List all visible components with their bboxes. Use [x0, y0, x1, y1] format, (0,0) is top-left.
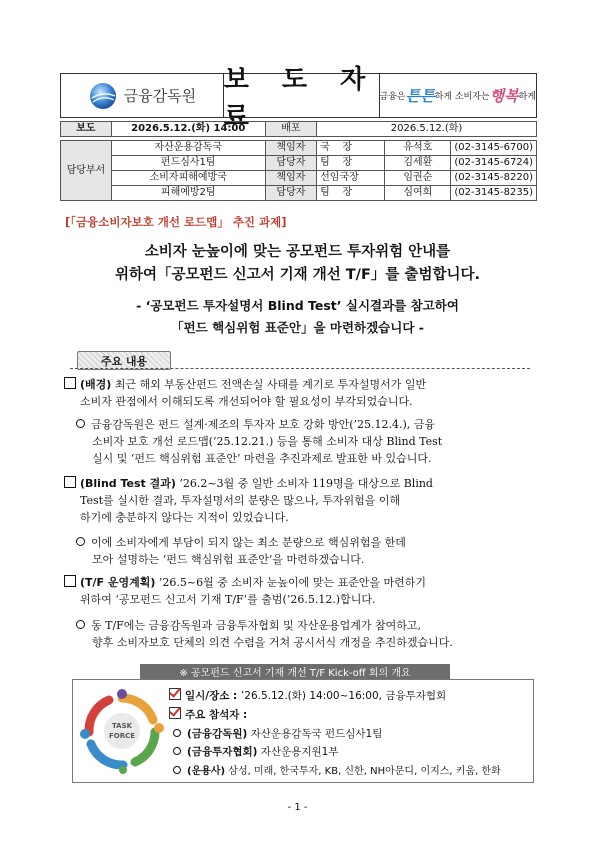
- attendee-desc: 자산운용지원1부: [257, 746, 339, 758]
- org-logo: [61, 74, 224, 117]
- role: 담당자: [265, 186, 316, 201]
- circle-bullet-icon: [173, 747, 181, 755]
- circle-bullet-icon: [76, 419, 85, 428]
- square-bullet-icon: [64, 575, 76, 587]
- attendees-label: 주요 참석자 :: [185, 709, 248, 721]
- dept-name: 피해예방2팀: [111, 186, 265, 201]
- report-label: 보도: [61, 122, 112, 137]
- paragraph-blind-test: [64, 475, 534, 526]
- checkbox-checked-icon: [169, 688, 181, 700]
- dist-date: 2026.5.12.(화): [317, 122, 537, 137]
- attendee-desc: 자산운용감독국 펀드심사1팀: [247, 728, 383, 740]
- position: 팀 장: [317, 186, 385, 201]
- page-number: - 1 -: [287, 802, 308, 813]
- phone: (02-3145-6700): [451, 141, 537, 156]
- dept-name: 자산운용감독국: [111, 141, 265, 156]
- report-date: 2026.5.12.(화) 14:00: [111, 122, 265, 137]
- para-text: 하기에 충분하지 않다는 지적이 있었습니다.: [80, 511, 289, 524]
- contact-row: [61, 186, 537, 201]
- phone: (02-3145-8220): [451, 171, 537, 186]
- circle-bullet-icon: [173, 729, 181, 737]
- para-text: 모아 설명하는 ‘펀드 핵심위험 표준안’을 마련하겠습니다.: [92, 553, 365, 566]
- kickoff-when: [169, 688, 446, 703]
- role: 책임자: [265, 171, 316, 186]
- para-text: 향후 소비자보호 단체의 의견 수렴을 거쳐 공시서식 개정을 추진하겠습니다.: [92, 636, 453, 649]
- subheadline-line-1: - ‘공모펀드 투자설명서 Blind Test’ 실시결과를 참고하여: [136, 298, 459, 313]
- task-force-illustration-icon: [79, 688, 165, 774]
- slogan-pre: 금융은: [379, 92, 406, 102]
- slogan: [380, 74, 536, 117]
- para-heading: (T/F 운영계획): [80, 576, 156, 589]
- svg-text:FORCE: FORCE: [108, 732, 136, 740]
- paragraph-background: [64, 376, 534, 410]
- contact-table: [60, 121, 537, 201]
- para-heading: (배경): [80, 378, 112, 391]
- role: 책임자: [265, 141, 316, 156]
- fss-logo-icon: [88, 81, 118, 111]
- summary-divider: [70, 368, 530, 369]
- kickoff-attendees: [169, 707, 247, 722]
- slogan-word-2: 행복: [489, 87, 519, 105]
- person-name: 김세환: [385, 156, 451, 171]
- contact-row: [61, 171, 537, 186]
- when-value: ’26.5.12.(화) 14:00~16:00, 금융투자협회: [240, 690, 447, 702]
- kickoff-box: [72, 679, 534, 783]
- para-text: 최근 해외 부동산펀드 전액손실 사태를 계기로 투자설명서가 일반: [111, 378, 427, 391]
- position: 국 장: [317, 141, 385, 156]
- dept-name: 소비자피해예방국: [111, 171, 265, 186]
- paragraph-roadmap: [76, 416, 536, 467]
- attendee-item: [173, 762, 501, 777]
- square-bullet-icon: [64, 476, 76, 488]
- para-text: 이에 소비자에게 부담이 되지 않는 최소 분량으로 핵심위험을 한데: [91, 536, 406, 549]
- position: 선임국장: [317, 171, 385, 186]
- headline-line-2: 위하여「공모펀드 신고서 기재 개선 T/F」를 출범합니다.: [115, 267, 480, 283]
- person-name: 유석호: [385, 141, 451, 156]
- summary-label: 주요 내용: [77, 351, 171, 370]
- attendee-desc: 삼성, 미래, 한국투자, KB, 신한, NH아문디, 이지스, 키움, 한화: [225, 766, 501, 777]
- para-text: 실시 및 ‘펀드 핵심위험 표준안’ 마련을 추진과제로 발표한 바 있습니다.: [92, 452, 432, 465]
- para-text: 소비자 보호 개선 로드맵(’25.12.21.) 등을 통해 소비자 대상 Blind Test: [92, 435, 443, 448]
- paragraph-core-risk: [76, 534, 536, 568]
- doc-title: 보 도 자 료: [224, 74, 380, 117]
- svg-text:TASK: TASK: [111, 722, 133, 730]
- contact-row: [61, 141, 537, 156]
- release-row: [61, 122, 537, 137]
- para-heading: (Blind Test 결과): [80, 477, 176, 490]
- paragraph-tf-members: [76, 617, 538, 651]
- attendee-org: (운용사): [187, 766, 226, 777]
- phone: (02-3145-6724): [451, 156, 537, 171]
- slogan-mid: 하게 소비자는: [434, 92, 490, 102]
- contact-row: [61, 156, 537, 171]
- attendee-org: (금융감독원): [187, 728, 248, 740]
- subheadline-line-2: 「펀드 핵심위험 표준안」을 마련하겠습니다 -: [171, 320, 424, 335]
- attendee-item: [173, 726, 382, 741]
- role: 담당자: [265, 156, 316, 171]
- dept-label: 담당부서: [61, 141, 112, 201]
- dept-name: 펀드심사1팀: [111, 156, 265, 171]
- para-text: Test를 실시한 결과, 투자설명서의 분량은 많으나, 투자위험을 이해: [80, 494, 401, 507]
- para-text: 동 T/F에는 금융감독원과 금융투자협회 및 자산운용업계가 참여하고,: [91, 619, 422, 632]
- dist-label: 배포: [265, 122, 316, 137]
- roadmap-tag: [「금융소비자보호 개선 로드맵」 추진 과제]: [65, 215, 287, 229]
- para-text: ’26.5~6월 중 소비자 눈높이에 맞는 표준안을 마련하기: [155, 576, 427, 589]
- para-text: ’26.2~3월 중 일반 소비자 119명을 대상으로 Blind: [175, 477, 433, 490]
- person-name: 임권순: [385, 171, 451, 186]
- circle-bullet-icon: [173, 766, 181, 774]
- slogan-post: 하게: [518, 92, 536, 102]
- paragraph-tf-plan: [64, 574, 534, 608]
- org-name: 금융감독원: [123, 87, 197, 105]
- circle-bullet-icon: [76, 620, 85, 629]
- slogan-word-1: 튼튼: [405, 87, 435, 105]
- checkbox-checked-icon: [169, 707, 181, 719]
- headline-line-1: 소비자 눈높이에 맞는 공모펀드 투자위험 안내를: [144, 244, 451, 260]
- when-label: 일시/장소 :: [185, 690, 241, 702]
- circle-bullet-icon: [76, 537, 85, 546]
- para-text: 위하여 ‘공모펀드 신고서 기재 T/F’를 출범(’26.5.12.)합니다.: [80, 593, 376, 606]
- para-text: 소비자 관점에서 이해되도록 개선되어야 할 필요성이 부각되었습니다.: [80, 395, 413, 408]
- position: 팀 장: [317, 156, 385, 171]
- kickoff-title-bar: ※ 공모펀드 신고서 기재 개선 T/F Kick-off 회의 개요: [140, 664, 450, 679]
- person-name: 심여희: [385, 186, 451, 201]
- square-bullet-icon: [64, 377, 76, 389]
- attendee-org: (금융투자협회): [187, 746, 258, 758]
- para-text: 금융감독원은 펀드 설계·제조의 투자자 보호 강화 방안(’25.12.4.), 금융: [91, 418, 436, 431]
- phone: (02-3145-8235): [451, 186, 537, 201]
- attendee-item: [173, 744, 339, 759]
